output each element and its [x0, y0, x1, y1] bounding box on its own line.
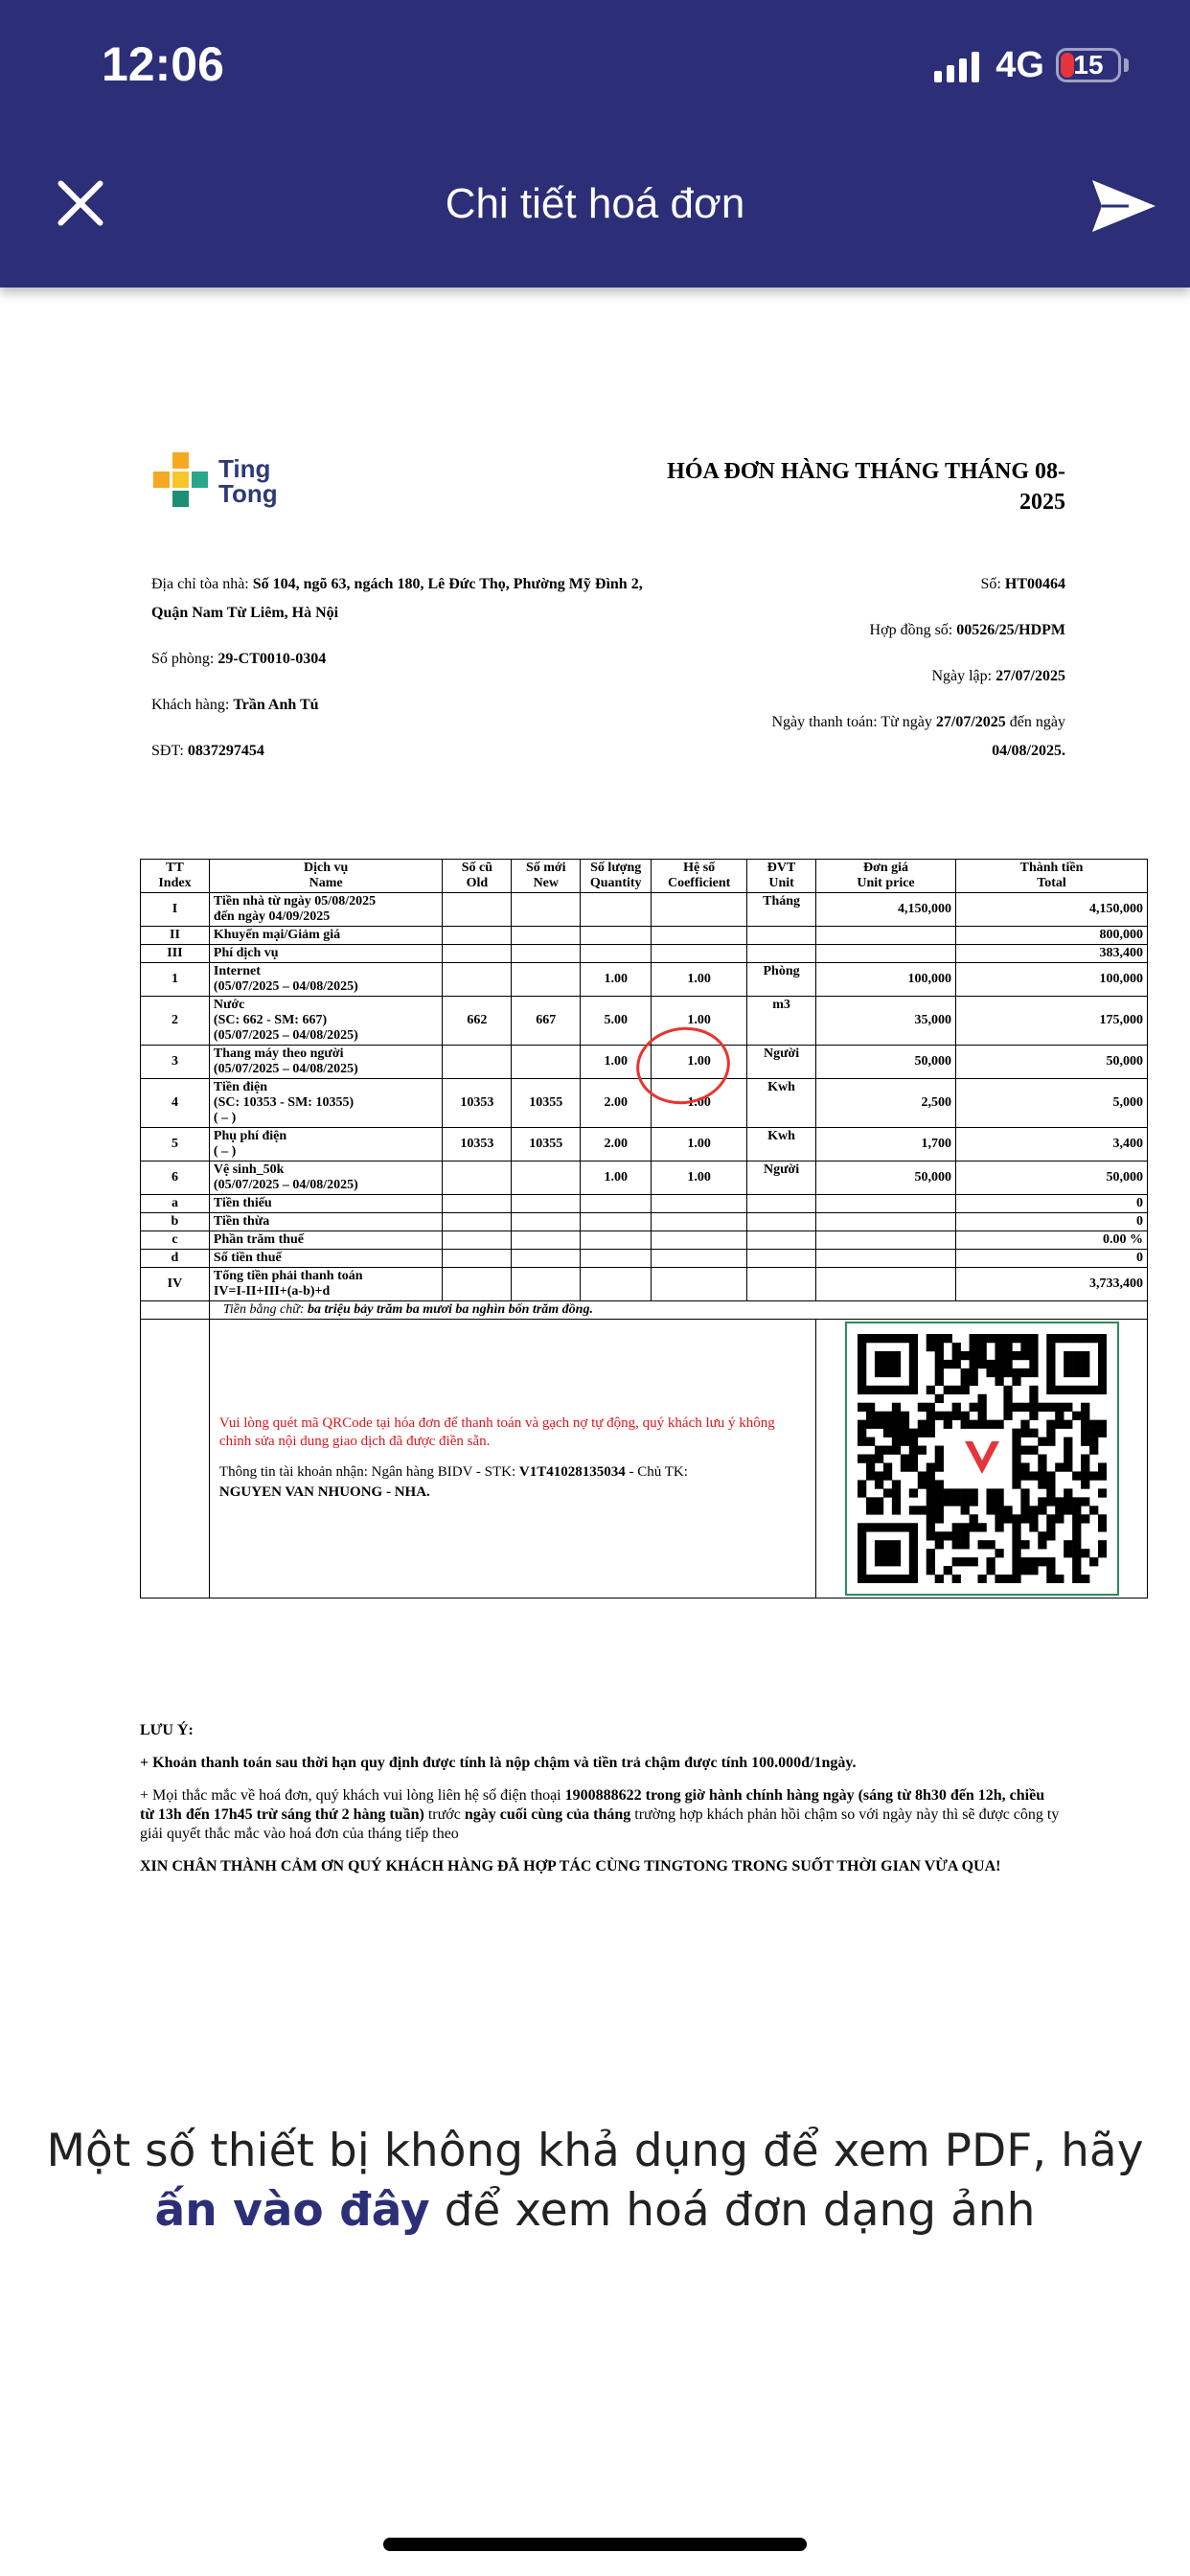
cell-total: 383,400 [955, 945, 1147, 963]
cell-new [512, 963, 581, 997]
table-row [141, 1162, 1148, 1195]
cell-name: Thang máy theo người (05/07/2025 – 04/08/2025) [209, 1046, 443, 1079]
cell-idx: 6 [141, 1162, 210, 1195]
cell-unit: m3 [747, 997, 816, 1046]
cell-idx: II [141, 927, 210, 945]
cell-unit [747, 927, 816, 945]
cell-qty: 1.00 [581, 1046, 652, 1079]
cell-total: 100,000 [955, 963, 1147, 997]
cell-idx: I [141, 893, 210, 927]
cell-price [816, 1268, 956, 1301]
cell-old [443, 1046, 512, 1079]
cell-total: 0 [955, 1195, 1147, 1213]
cell-price: 50,000 [816, 1046, 956, 1079]
cell-unit [747, 1231, 816, 1250]
cell-idx: 3 [141, 1046, 210, 1079]
cell-coef: 1.00 [652, 1079, 747, 1128]
payment-qr-row [141, 1320, 1148, 1598]
battery-icon [1056, 48, 1121, 82]
column-header: Hệ số Coefficient [652, 860, 747, 893]
cell-qty: 2.00 [581, 1128, 652, 1162]
table-row [141, 1195, 1148, 1213]
logo-text-tong: Tong [218, 479, 278, 508]
cell-coef [652, 893, 747, 927]
cell-total: 5,000 [955, 1079, 1147, 1128]
cell-price [816, 945, 956, 963]
amount-in-words: ba triệu bảy trăm ba mươi ba nghìn bốn trăm đồng. [308, 1302, 593, 1317]
note-late-fee: + Khoản thanh toán sau thời hạn quy định được tính là nộp chậm và tiền trả chậm được tính 100.000đ/1ngày. [140, 1755, 857, 1771]
cell-price [816, 1213, 956, 1231]
cell-old: 10353 [443, 1128, 512, 1162]
column-header: Số lượng Quantity [581, 860, 652, 893]
cell-coef: 1.00 [652, 1128, 747, 1162]
status-time: 12:06 [102, 37, 224, 91]
cell-price [816, 1250, 956, 1268]
table-row [141, 1250, 1148, 1268]
cell-unit: Kwh [747, 1128, 816, 1162]
battery-level: 15 [1073, 50, 1104, 80]
table-row [141, 997, 1148, 1046]
cell-unit [747, 945, 816, 963]
cell-new: 10355 [512, 1128, 581, 1162]
cell-total: 3,400 [955, 1128, 1147, 1162]
cell-old [443, 1231, 512, 1250]
cell-qty: 2.00 [581, 1079, 652, 1128]
column-header: ĐVT Unit [747, 860, 816, 893]
qr-brand-mark [965, 1441, 999, 1474]
cell-name: Phí dịch vụ [209, 945, 443, 963]
tingtong-logo [153, 452, 307, 514]
signal-icon [934, 48, 984, 82]
cell-total: 0 [955, 1250, 1147, 1268]
cell-qty [581, 1250, 652, 1268]
logo-text-ting: Ting [218, 454, 271, 483]
thanks-message: XIN CHÂN THÀNH CẢM ƠN QUÝ KHÁCH HÀNG ĐÃ HỢP TÁC CÙNG TINGTONG TRONG SUỐT THỜI GIAN VỪA QUA! [140, 1858, 1001, 1874]
qr-instruction: Vui lòng quét mã QRCode tại hóa đơn để thanh toán và gạch nợ tự động, quý khách lưu ý không chỉnh sửa nội dung giao dịch đã được điền sẵn. [218, 1415, 775, 1449]
table-header-row [141, 860, 1148, 893]
cell-qty [581, 893, 652, 927]
cell-name: Tiền điện (SC: 10353 - SM: 10355) ( – ) [209, 1079, 443, 1128]
cell-new [512, 1213, 581, 1231]
cell-total: 50,000 [955, 1046, 1147, 1079]
invoice-title: HÓA ĐƠN HÀNG THÁNG THÁNG 08- 2025 [667, 459, 1065, 515]
cell-name: Phần trăm thuế [209, 1231, 443, 1250]
cell-unit [747, 1213, 816, 1231]
customer-phone: 0837297454 [187, 743, 264, 759]
column-header: Số mới New [512, 860, 581, 893]
cell-idx: 4 [141, 1079, 210, 1128]
cell-idx: c [141, 1231, 210, 1250]
cell-idx: IV [141, 1268, 210, 1301]
cell-new [512, 927, 581, 945]
table-row [141, 1213, 1148, 1231]
cell-total: 175,000 [955, 997, 1147, 1046]
cell-new [512, 1046, 581, 1079]
cell-qty [581, 927, 652, 945]
cell-new: 667 [512, 997, 581, 1046]
cell-qty [581, 1195, 652, 1213]
cell-coef: 1.00 [652, 997, 747, 1046]
cell-qty: 5.00 [581, 997, 652, 1046]
cell-price [816, 927, 956, 945]
cell-coef [652, 1195, 747, 1213]
notes-title: LƯU Ý: [140, 1722, 194, 1738]
column-header: TT Index [141, 860, 210, 893]
cell-old [443, 945, 512, 963]
cell-old [443, 1195, 512, 1213]
cell-name: Tiền thiếu [209, 1195, 443, 1213]
cell-unit: Người [747, 1162, 816, 1195]
cell-name: Tổng tiền phải thanh toán IV=I-II+III+(a-b)+d [209, 1268, 443, 1301]
cell-total: 800,000 [955, 927, 1147, 945]
contract-number: 00526/25/HDPM [956, 622, 1065, 638]
cell-coef: 1.00 [652, 1162, 747, 1195]
amount-in-words-row: Tiền bằng chữ: ba triệu bảy trăm ba mươi ba nghìn bốn trăm đồng. [141, 1301, 1148, 1320]
cell-new [512, 1250, 581, 1268]
cell-idx: a [141, 1195, 210, 1213]
cell-price: 35,000 [816, 997, 956, 1046]
cell-price: 1,700 [816, 1128, 956, 1162]
cell-name: Tiền thừa [209, 1213, 443, 1231]
cell-price: 50,000 [816, 1162, 956, 1195]
cell-qty [581, 1231, 652, 1250]
cell-unit: Người [747, 1046, 816, 1079]
cell-coef: 1.00 [652, 1046, 747, 1079]
cell-name: Internet (05/07/2025 – 04/08/2025) [209, 963, 443, 997]
cell-unit [747, 1268, 816, 1301]
cell-unit [747, 1195, 816, 1213]
room-number: 29-CT0010-0304 [217, 651, 327, 667]
table-row [141, 1128, 1148, 1162]
cell-new [512, 1195, 581, 1213]
cell-name: Tiền nhà từ ngày 05/08/2025 đến ngày 04/09/2025 [209, 893, 443, 927]
send-icon[interactable] [1090, 176, 1157, 236]
cell-price: 4,150,000 [816, 893, 956, 927]
cell-name: Nước (SC: 662 - SM: 667) (05/07/2025 – 04/08/2025) [209, 997, 443, 1046]
bank-info: Thông tin tài khoản nhận: Ngân hàng BIDV - STK: V1T41028135034 - Chủ TK: NGUYEN VAN NHUONG - NHA. [218, 1464, 688, 1500]
cell-qty [581, 945, 652, 963]
cell-name: Số tiền thuế [209, 1250, 443, 1268]
column-header: Thành tiền Total [955, 860, 1147, 893]
cell-total: 0.00 % [955, 1231, 1147, 1250]
cell-old [443, 1250, 512, 1268]
cell-coef [652, 1268, 747, 1301]
page-title: Chi tiết hoá đơn [445, 180, 745, 227]
cell-new [512, 893, 581, 927]
app-header [0, 0, 1190, 288]
payment-deadline: 04/08/2025. [992, 743, 1065, 759]
table-row [141, 1268, 1148, 1301]
invoice-date: 27/07/2025 [995, 668, 1065, 684]
cell-price [816, 1231, 956, 1250]
table-row [141, 963, 1148, 997]
cell-unit: Kwh [747, 1079, 816, 1128]
cell-total: 50,000 [955, 1162, 1147, 1195]
cell-name: Vệ sinh_50k (05/07/2025 – 04/08/2025) [209, 1162, 443, 1195]
cell-name: Khuyến mại/Giảm giá [209, 927, 443, 945]
cell-idx: 5 [141, 1128, 210, 1162]
table-row [141, 945, 1148, 963]
table-row [141, 1231, 1148, 1250]
note-contact: + Mọi thắc mắc về hoá đơn, quý khách vui lòng liên hệ số điện thoại 1900888622 trong giờ hành chính hàng ngày (sáng từ 8h30 đến 12h, chiều từ 13h đến 17h45 trừ sáng thứ 2 hàng tuần) trước ngày cuối cùng của tháng trường hợp khách phản hồi chậm so với ngày này thì sẽ được công ty giải quyết thắc mắc vào hoá đơn của tháng tiếp theo [140, 1787, 1060, 1842]
cell-total: 3,733,400 [955, 1268, 1147, 1301]
view-image-link[interactable]: ấn vào đây [154, 2184, 430, 2237]
invoice-meta: Số: HT00464 Hợp đồng số: 00526/25/HDPM Ngày lập: 27/07/2025 Ngày thanh toán: Từ ngày 27/07/2025 đến ngày 04/08/2025. [771, 576, 1065, 759]
cell-unit [747, 1250, 816, 1268]
invoice-notes [140, 1721, 1060, 1890]
cell-old [443, 963, 512, 997]
cell-old: 10353 [443, 1079, 512, 1128]
cell-price: 100,000 [816, 963, 956, 997]
cell-coef [652, 1213, 747, 1231]
invoice-table [140, 859, 1148, 1598]
table-row [141, 927, 1148, 945]
table-row [141, 893, 1148, 927]
cell-idx: III [141, 945, 210, 963]
cell-qty [581, 1268, 652, 1301]
cell-qty: 1.00 [581, 1162, 652, 1195]
cell-old [443, 1162, 512, 1195]
home-indicator[interactable] [383, 2538, 807, 2551]
column-header: Đơn giá Unit price [816, 860, 956, 893]
cell-idx: d [141, 1250, 210, 1268]
cell-coef [652, 1250, 747, 1268]
status-icons [934, 42, 1129, 88]
cell-old [443, 927, 512, 945]
cell-coef [652, 1231, 747, 1250]
pdf-fallback-notice: Một số thiết bị không khả dụng để xem PDF, hãy ấn vào đây để xem hoá đơn dạng ảnh [46, 2125, 1144, 2237]
cell-price [816, 1195, 956, 1213]
column-header: Số cũ Old [443, 860, 512, 893]
cell-old: 662 [443, 997, 512, 1046]
cell-total: 0 [955, 1213, 1147, 1231]
cell-name: Phụ phí điện ( – ) [209, 1128, 443, 1162]
cell-new [512, 1162, 581, 1195]
cell-price: 2,500 [816, 1079, 956, 1128]
customer-info: Địa chỉ tòa nhà: Số 104, ngõ 63, ngách 180, Lê Đức Thọ, Phường Mỹ Đình 2, Quận Nam Từ Liêm, Hà Nội Số phòng: 29-CT0010-0304 Khách hàng: Trần Anh Tú SĐT: 0837297454 [151, 576, 643, 759]
cell-qty [581, 1213, 652, 1231]
cell-old [443, 1268, 512, 1301]
cell-new [512, 1268, 581, 1301]
cell-old [443, 1213, 512, 1231]
cell-old [443, 893, 512, 927]
column-header: Dịch vụ Name [209, 860, 443, 893]
cell-total: 4,150,000 [955, 893, 1147, 927]
cell-unit: Tháng [747, 893, 816, 927]
network-type: 4G [995, 44, 1044, 85]
cell-qty: 1.00 [581, 963, 652, 997]
cell-new [512, 945, 581, 963]
cell-unit: Phòng [747, 963, 816, 997]
cell-idx: 1 [141, 963, 210, 997]
cell-coef [652, 945, 747, 963]
cell-new: 10355 [512, 1079, 581, 1128]
cell-coef [652, 927, 747, 945]
invoice-number: HT00464 [1004, 576, 1065, 592]
building-address: Số 104, ngõ 63, ngách 180, Lê Đức Thọ, Phường Mỹ Đình 2, Quận Nam Từ Liêm, Hà Nội [151, 576, 643, 621]
cell-new [512, 1231, 581, 1250]
customer-name: Trần Anh Tú [233, 697, 319, 713]
cell-idx: 2 [141, 997, 210, 1046]
payment-qr-code [845, 1322, 1119, 1596]
cell-coef: 1.00 [652, 963, 747, 997]
cell-idx: b [141, 1213, 210, 1231]
